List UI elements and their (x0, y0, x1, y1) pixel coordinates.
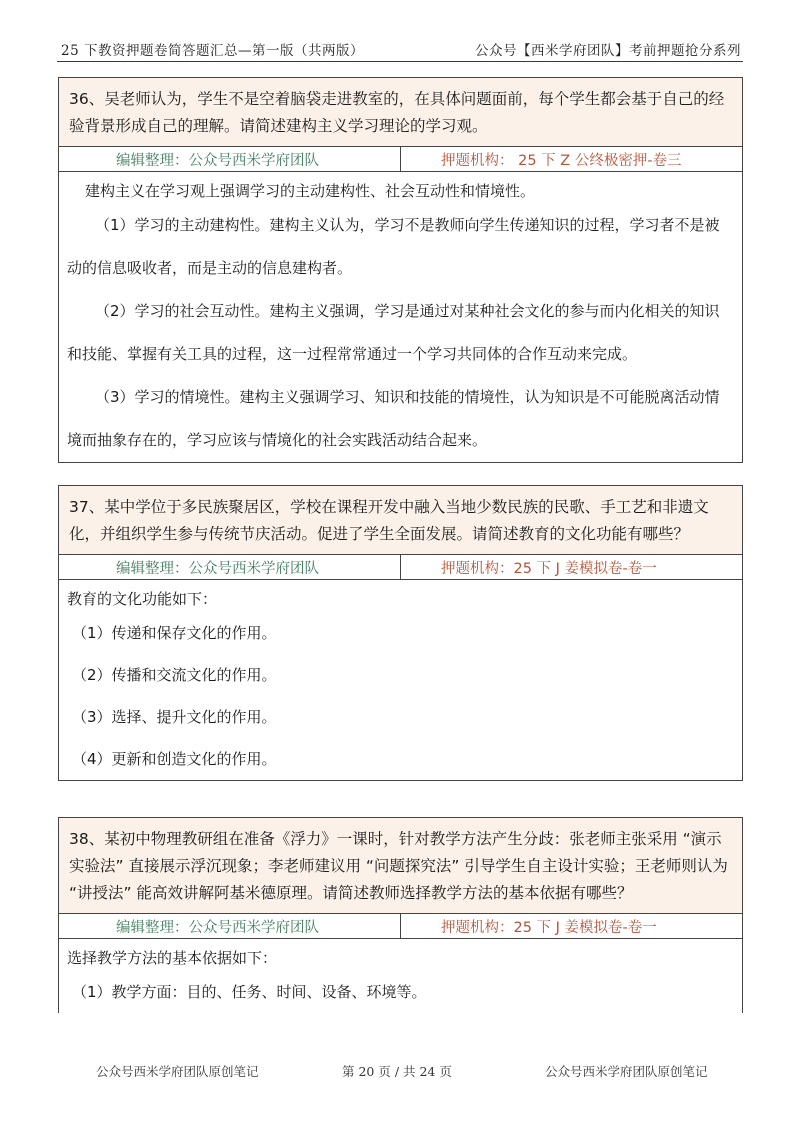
editor-label: 编辑整理：公众号西米学府团队 (59, 914, 401, 938)
editor-label: 编辑整理：公众号西米学府团队 (59, 555, 401, 579)
page-footer (0, 1062, 800, 1082)
question-text: 36、吴老师认为，学生不是空着脑袋走进教室的，在具体问题面前，每个学生都会基于自己的经验背景形成自己的理解。请简述建构主义学习理论的学习观。 (59, 78, 742, 147)
meta-row (59, 914, 742, 939)
answer-item: （3）选择、提升文化的作用。 (72, 708, 277, 726)
header-left-title: 25 下教资押题卷简答题汇总—第一版（共两版） (61, 43, 364, 59)
answer-body (59, 580, 742, 780)
answer-body (59, 172, 742, 462)
header-right-title: 公众号【西米学府团队】考前押题抢分系列 (475, 43, 741, 59)
answer-item: （2）传播和交流文化的作用。 (72, 666, 277, 684)
question-block-36 (58, 77, 743, 463)
answer-paragraph: （3）学习的情境性。建构主义强调学习、知识和技能的情境性，认为知识是不可能脱离活动情境而抽象存在的，学习应该与情境化的社会实践活动结合起来。 (67, 388, 720, 449)
source-label: 押题机构：25 下 J 姜模拟卷-卷一 (441, 919, 657, 936)
question-block-38 (58, 817, 743, 1013)
question-block-37 (58, 485, 743, 781)
answer-item: （4）更新和创造文化的作用。 (72, 750, 277, 768)
source-label: 押题机构： 25 下 Z 公终极密押-卷三 (441, 152, 682, 169)
answer-item: （1）教学方面：目的、任务、时间、设备、环境等。 (72, 983, 427, 1001)
answer-intro: 选择教学方法的基本依据如下： (67, 949, 278, 967)
footer-right: 公众号西米学府团队原创笔记 (545, 1064, 708, 1079)
answer-intro: 建构主义在学习观上强调学习的主动建构性、社会互动性和情境性。 (85, 182, 536, 200)
answer-paragraph: （2）学习的社会互动性。建构主义强调，学习是通过对某种社会文化的参与而内化相关的知识和技能、掌握有关工具的过程，这一过程常常通过一个学习共同体的合作互动来完成。 (67, 302, 720, 363)
page-header (57, 36, 743, 62)
answer-paragraph: （1）学习的主动建构性。建构主义认为，学习不是教师向学生传递知识的过程，学习者不是被动的信息吸收者，而是主动的信息建构者。 (67, 216, 720, 277)
meta-row (59, 147, 742, 172)
answer-body (59, 939, 742, 1013)
source-label: 押题机构：25 下 J 姜模拟卷-卷一 (441, 560, 657, 577)
answer-item: （1）传递和保存文化的作用。 (72, 624, 277, 642)
page-number: 第 20 页 / 共 24 页 (342, 1064, 452, 1079)
footer-left: 公众号西米学府团队原创笔记 (96, 1064, 259, 1079)
question-text: 38、某初中物理教研组在准备《浮力》一课时，针对教学方法产生分歧：张老师主张采用 “演示实验法” 直接展示浮沉现象；李老师建议用 “问题探究法” 引导学生自主设计实验；王老师则认为 “讲授法” 能高效讲解阿基米德原理。请简述教师选择教学方法的基本依据有哪些？ (59, 818, 742, 914)
answer-intro: 教育的文化功能如下： (67, 590, 218, 608)
question-text: 37、某中学位于多民族聚居区，学校在课程开发中融入当地少数民族的民歌、手工艺和非遗文化，并组织学生参与传统节庆活动。促进了学生全面发展。请简述教育的文化功能有哪些？ (59, 486, 742, 555)
editor-label: 编辑整理：公众号西米学府团队 (59, 147, 401, 171)
meta-row (59, 555, 742, 580)
